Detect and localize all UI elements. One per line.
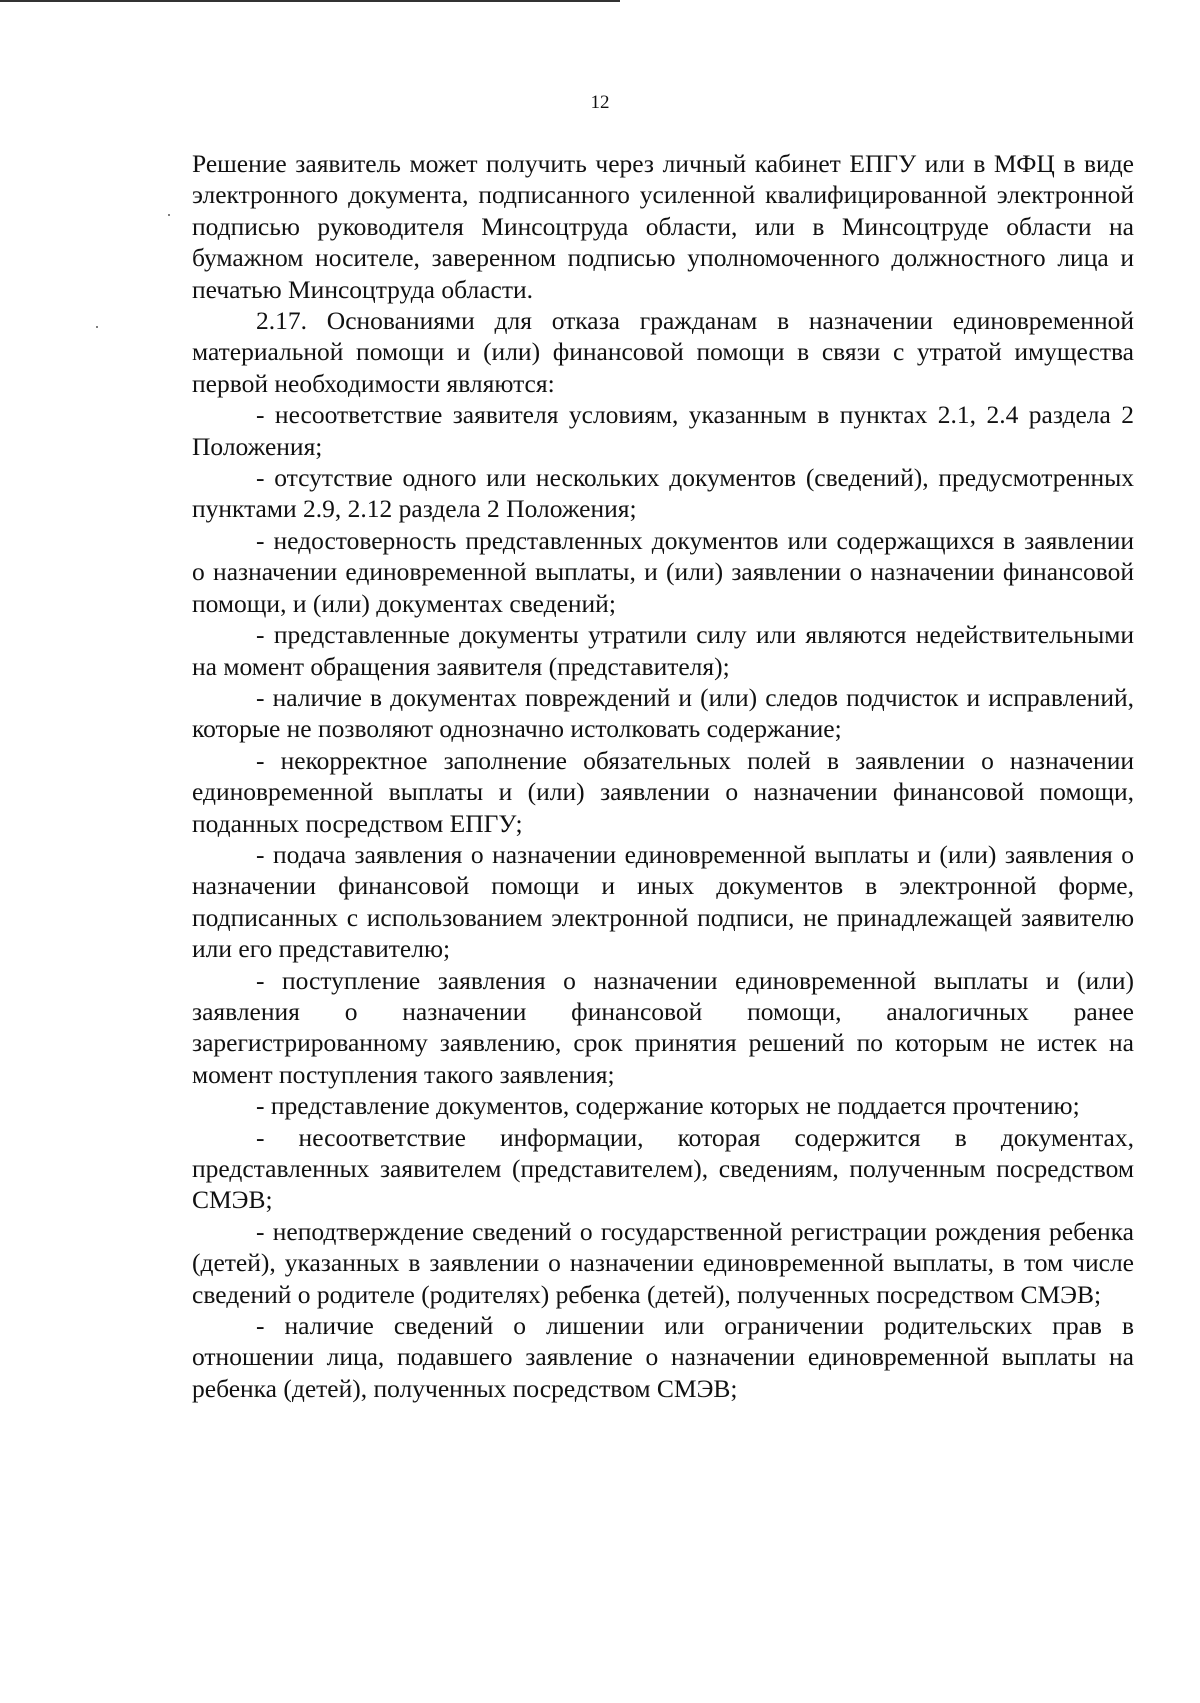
list-item-refusal-ground: - недостоверность представленных документов или содержащихся в заявлении о назначении единовременной выплаты, и (или) заявлении о назначении финансовой помощи, и (или) документах сведений; <box>192 525 1134 618</box>
list-item-refusal-ground: - несоответствие информации, которая содержится в документах, представленных заявителем (представителем), сведениям, полученным посредством СМЭВ; <box>192 1122 1134 1215</box>
list-item-refusal-ground: - подача заявления о назначении единовременной выплаты и (или) заявления о назначении финансовой помощи и иных документов в электронной форме, подписанных с использованием электронной подписи, не принадлежащей заявителю или его представителю; <box>192 839 1134 964</box>
scan-top-edge <box>0 0 620 2</box>
list-item-refusal-ground: - отсутствие одного или нескольких документов (сведений), предусмотренных пунктами 2.9, 2.12 раздела 2 Положения; <box>192 463 1134 524</box>
paragraph-decision-delivery: Решение заявитель может получить через личный кабинет ЕПГУ или в МФЦ в виде электронного документа, подписанного усиленной квалифицированной электронной подписью руководителя Минсоцтруда области, или в Минсоцтруде области на бумажном носителе, заверенном подписью уполномоченного должностного лица и печатью Минсоцтруда области. <box>192 149 1134 304</box>
paragraph-section-2-17: 2.17. Основаниями для отказа гражданам в назначении единовременной материальной помощи и (или) финансовой помощи в связи с утратой имущества первой необходимости являются: <box>192 306 1134 398</box>
list-item-refusal-ground: - представленные документы утратили силу или являются недействительными на момент обращения заявителя (представителя); <box>192 620 1134 681</box>
list-item-refusal-ground: - поступление заявления о назначении единовременной выплаты и (или) заявления о назначении финансовой помощи, аналогичных ранее зарегистрированному заявлению, срок принятия решений по которым не истек на момент поступления такого заявления; <box>192 965 1134 1089</box>
list-item-refusal-ground: - неподтверждение сведений о государственной регистрации рождения ребенка (детей), указанных в заявлении о назначении единовременной выплаты, в том числе сведений о родителе (родителях) ребенка (детей), полученных посредством СМЭВ; <box>192 1216 1134 1309</box>
list-item-refusal-ground: - наличие в документах повреждений и (или) следов подчисток и исправлений, которые не позволяют однозначно истолковать содержание; <box>192 682 1134 744</box>
list-item-refusal-ground: - несоответствие заявителя условиям, указанным в пунктах 2.1, 2.4 раздела 2 Положения; <box>192 400 1134 461</box>
scan-speck <box>96 326 98 328</box>
document-body <box>192 148 1134 1404</box>
list-item-refusal-ground: - наличие сведений о лишении или ограничении родительских прав в отношении лица, подавшего заявление о назначении единовременной выплаты на ребенка (детей), полученных посредством СМЭВ; <box>192 1311 1134 1403</box>
page-number: 12 <box>590 92 610 113</box>
scan-speck <box>168 214 170 216</box>
list-item-refusal-ground: - представление документов, содержание которых не поддается прочтению; <box>256 1091 1080 1121</box>
list-item-refusal-ground: - некорректное заполнение обязательных полей в заявлении о назначении единовременной выплаты и (или) заявлении о назначении финансовой помощи, поданных посредством ЕПГУ; <box>192 745 1134 838</box>
